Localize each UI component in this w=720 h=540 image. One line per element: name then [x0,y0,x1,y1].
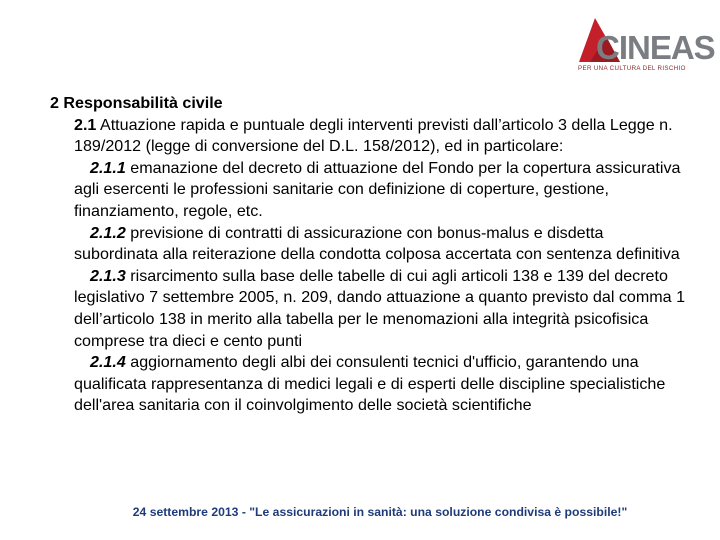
logo-brand: CINEAS [596,29,715,66]
subitem-body [74,223,690,266]
slide-footer: 24 settembre 2013 - "Le assicurazioni in sanità: una soluzione condivisa è possibile!" [132,505,628,519]
subitem-body [74,158,690,223]
subitem-2-1-4 [50,352,690,417]
subitem-body [74,266,690,352]
subitem-number: 2.1.3 [90,266,126,285]
logo-tagline: PER UNA CULTURA DEL RISCHIO [578,65,686,72]
subitem-number: 2.1.1 [90,158,126,177]
item-number: 2.1 [74,115,97,134]
item-2-1 [50,115,690,158]
subitem-2-1-3 [50,266,690,352]
subitem-text: risarcimento sulla base delle tabelle di cui agli articoli 138 e 139 del decreto legislativo 7 settembre 2005, n. 209, dando attuazione a quanto previsto dal comma 1 dell’articolo 138 in merito alla tabella per le menomazioni alla integrità psicofisica comprese tra dieci e cento punti [74,266,686,350]
subitem-2-1-1 [50,158,690,223]
slide-content [50,93,690,417]
subitem-body [74,352,690,417]
subitem-number: 2.1.2 [90,223,126,242]
subitem-2-1-2 [50,223,690,266]
cineas-logo [576,14,715,76]
subitem-text: emanazione del decreto di attuazione del Fondo per la copertura assicurativa agli esercenti le professioni sanitarie con definizione di coperture, gestione, finanziamento, regole, etc. [74,158,681,220]
section-heading: 2 Responsabilità civile [50,94,223,112]
subitem-text: aggiornamento degli albi dei consulenti tecnici d'ufficio, garantendo una qualificata rappresentanza di medici legali e di esperti delle discipline specialistiche dell'area sanitaria con il coinvolgimento delle società scientifiche [74,353,666,415]
subitem-text: previsione di contratti di assicurazione con bonus-malus e disdetta subordinata alla reiterazione della condotta colposa accertata con sentenza definitiva [74,223,680,264]
item-text: Attuazione rapida e puntuale degli interventi previsti dall’articolo 3 della Legge n. 189/2012 (legge di conversione del D.L. 158/2012), ed in particolare: [74,115,673,156]
subitem-number: 2.1.4 [90,353,126,372]
